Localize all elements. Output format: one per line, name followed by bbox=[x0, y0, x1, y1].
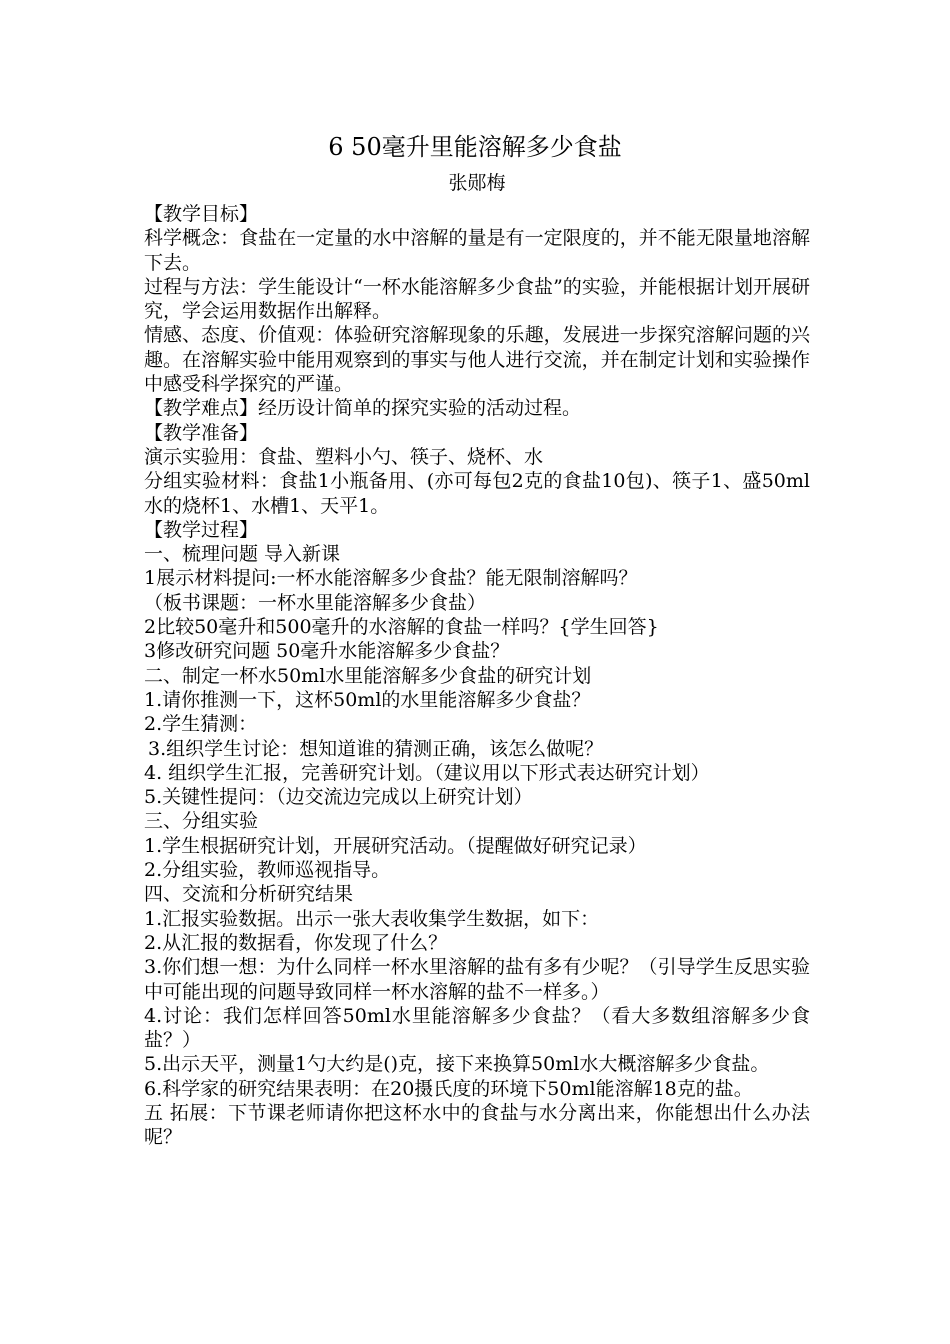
list-item: 3.你们想一想：为什么同样一杯水里溶解的盐有多有少呢？（引导学生反思实验中可能出现的问题导致同样一杯水溶解的盐不一样多。） bbox=[144, 956, 810, 1003]
list-item: 2比较50毫升和500毫升的水溶解的食盐一样吗？{学生回答} bbox=[144, 616, 659, 639]
step-heading-5: 五 拓展：下节课老师请你把这杯水中的食盐与水分离出来，你能想出什么办法呢？ bbox=[144, 1101, 810, 1149]
list-item: 1.请你推测一下，这杯50ml的水里能溶解多少食盐？ bbox=[144, 688, 591, 711]
step-heading-4: 四、交流和分析研究结果 bbox=[144, 883, 354, 906]
list-item: 5.出示天平，测量1勺大约是()克，接下来换算50ml水大概溶解多少食盐。 bbox=[144, 1053, 770, 1076]
section-heading-preparation: 【教学准备】 bbox=[144, 421, 259, 444]
document-title: 6 50毫升里能溶解多少食盐 bbox=[328, 133, 622, 161]
document-body bbox=[144, 202, 810, 1150]
document-author: 张郧梅 bbox=[448, 172, 506, 194]
list-item: 1.汇报实验数据。出示一张大表收集学生数据，如下： bbox=[144, 907, 600, 930]
paragraph-process-method: 过程与方法：学生能设计“一杯水能溶解多少食盐”的实验，并能根据计划开展研究，学会运用数据作出解释。 bbox=[144, 275, 810, 323]
list-item: 3修改研究问题 50毫升水能溶解多少食盐？ bbox=[144, 640, 510, 663]
step-heading-1: 一、梳理问题 导入新课 bbox=[144, 543, 341, 566]
section-heading-objectives: 【教学目标】 bbox=[144, 203, 259, 225]
step-heading-3: 三、分组实验 bbox=[144, 810, 259, 833]
paragraph-attitude-values: 情感、态度、价值观：体验研究溶解现象的乐趣，发展进一步探究溶解问题的兴趣。在溶解实验中能用观察到的事实与他人进行交流，并在制定计划和实验操作中感受科学探究的严谨。 bbox=[144, 324, 810, 396]
list-item: 4. 组织学生汇报，完善研究计划。（建议用以下形式表达研究计划） bbox=[144, 761, 710, 784]
section-heading-process: 【教学过程】 bbox=[144, 518, 259, 541]
list-item: （板书课题：一杯水里能溶解多少食盐） bbox=[144, 591, 487, 614]
list-item: 2.从汇报的数据看，你发现了什么？ bbox=[144, 931, 448, 954]
list-item: 1.学生根据研究计划，开展研究活动。（提醒做好研究记录） bbox=[144, 834, 647, 857]
paragraph-science-concept: 科学概念：食盐在一定量的水中溶解的量是有一定限度的，并不能无限量地溶解下去。 bbox=[144, 227, 810, 274]
document-page bbox=[144, 130, 810, 1150]
step-heading-2: 二、制定一杯水50ml水里能溶解多少食盐的研究计划 bbox=[144, 664, 592, 687]
list-item: 3.组织学生讨论：想知道谁的猜测正确，该怎么做呢？ bbox=[148, 737, 604, 760]
list-item: 4.讨论：我们怎样回答50ml水里能溶解多少食盐？（看大多数组溶解多少食盐？） bbox=[144, 1004, 810, 1052]
list-item: 5.关键性提问：（边交流边完成以上研究计划） bbox=[144, 786, 533, 809]
paragraph-group-materials: 分组实验材料：食盐1小瓶备用、(亦可每包2克的食盐10包)、筷子1、盛50ml水的烧杯1、水槽1、天平1。 bbox=[144, 470, 810, 517]
list-item: 2.分组实验，教师巡视指导。 bbox=[144, 859, 391, 882]
list-item: 2.学生猜测： bbox=[144, 713, 258, 736]
paragraph-demo-materials: 演示实验用：食盐、塑料小勺、筷子、烧杯、水 bbox=[144, 445, 544, 468]
list-item: 1展示材料提问:一杯水能溶解多少食盐？能无限制溶解吗？ bbox=[144, 567, 638, 590]
section-heading-difficulty: 【教学难点】经历设计简单的探究实验的活动过程。 bbox=[144, 397, 582, 420]
list-item: 6.科学家的研究结果表明：在20摄氏度的环境下50ml能溶解18克的盐。 bbox=[144, 1077, 753, 1100]
